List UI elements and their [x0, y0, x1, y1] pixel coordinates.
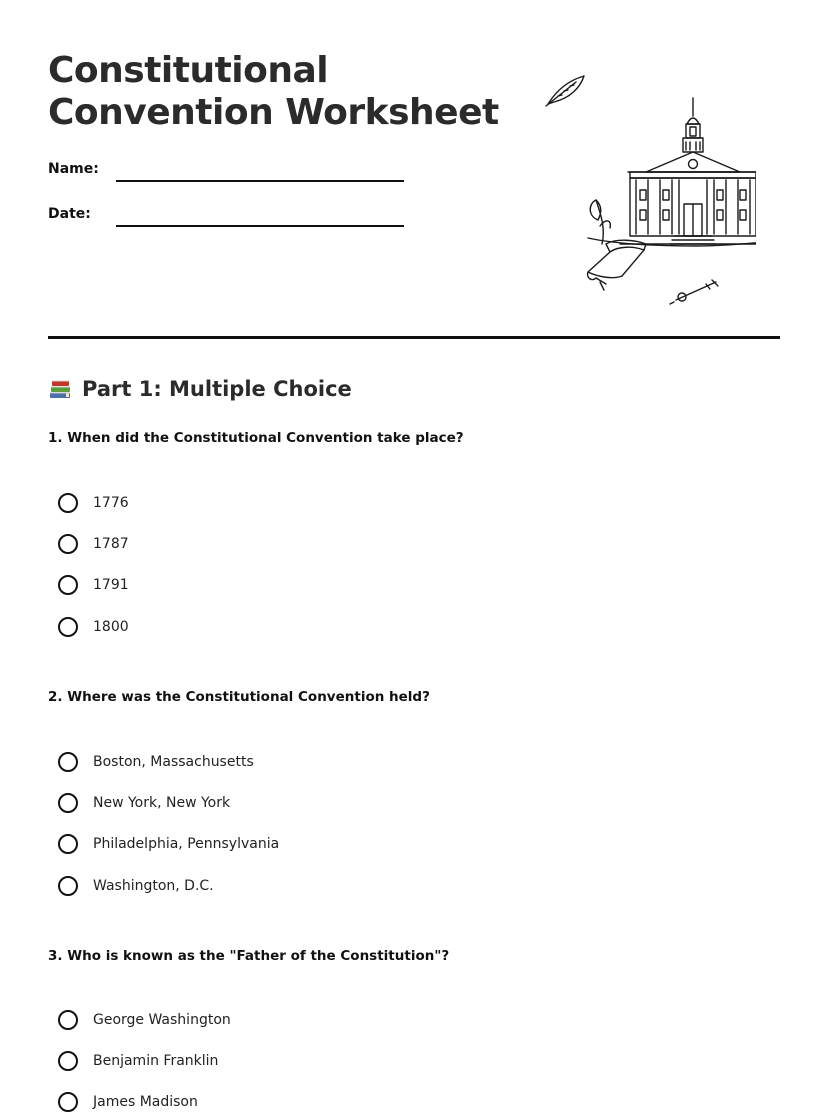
title-line-1: Constitutional — [48, 50, 329, 91]
option-1787[interactable] — [58, 531, 129, 557]
date-field[interactable] — [48, 205, 408, 235]
option-label: 1787 — [93, 536, 129, 552]
radio-button[interactable] — [58, 493, 78, 513]
option-label: Boston, Massachusetts — [93, 754, 254, 770]
option-washington-dc[interactable] — [58, 873, 214, 899]
option-label: New York, New York — [93, 795, 231, 811]
date-input-line[interactable] — [116, 225, 404, 227]
option-george-washington[interactable] — [58, 1007, 231, 1033]
plant-icon — [590, 200, 610, 244]
option-benjamin-franklin[interactable] — [58, 1048, 218, 1074]
option-label: 1791 — [93, 577, 129, 593]
radio-button[interactable] — [58, 575, 78, 595]
option-label: 1776 — [93, 495, 129, 511]
option-1791[interactable] — [58, 572, 129, 598]
question-text: 3. Who is known as the "Father of the Constitution"? — [48, 948, 450, 964]
radio-button[interactable] — [58, 752, 78, 772]
radio-button[interactable] — [58, 1092, 78, 1112]
page-title — [48, 50, 518, 134]
name-label: Name: — [48, 161, 99, 177]
option-label: Benjamin Franklin — [93, 1053, 219, 1069]
question-text: 1. When did the Constitutional Convention take place? — [48, 430, 464, 446]
question-text: 2. Where was the Constitutional Convention held? — [48, 689, 430, 705]
option-label: Washington, D.C. — [93, 878, 214, 894]
radio-button[interactable] — [58, 834, 78, 854]
scroll-icon — [588, 240, 646, 290]
section-title: Part 1: Multiple Choice — [82, 377, 352, 401]
radio-button[interactable] — [58, 876, 78, 896]
option-label: 1800 — [93, 619, 129, 635]
option-1776[interactable] — [58, 490, 129, 516]
radio-button[interactable] — [58, 793, 78, 813]
radio-button[interactable] — [58, 1051, 78, 1071]
option-james-madison[interactable] — [58, 1089, 198, 1115]
header-divider — [48, 336, 780, 339]
radio-button[interactable] — [58, 534, 78, 554]
books-icon — [48, 377, 72, 401]
option-new-york[interactable] — [58, 790, 230, 816]
quill-icon — [546, 76, 584, 106]
radio-button[interactable] — [58, 1010, 78, 1030]
pen-icon — [670, 280, 718, 304]
building-tower — [683, 98, 703, 152]
building-pediment — [628, 152, 756, 178]
title-line-2: Convention Worksheet — [48, 92, 499, 133]
radio-button[interactable] — [58, 617, 78, 637]
option-label: James Madison — [93, 1094, 198, 1110]
option-philadelphia[interactable] — [58, 831, 279, 857]
independence-hall-illustration — [536, 68, 756, 308]
worksheet-page — [48, 0, 780, 1118]
building-facade — [630, 178, 756, 236]
name-input-line[interactable] — [116, 180, 404, 182]
date-label: Date: — [48, 206, 91, 222]
option-1800[interactable] — [58, 614, 129, 640]
option-label: George Washington — [93, 1012, 231, 1028]
name-field[interactable] — [48, 160, 408, 190]
option-label: Philadelphia, Pennsylvania — [93, 836, 280, 852]
part1-heading — [48, 374, 352, 404]
option-boston[interactable] — [58, 749, 254, 775]
